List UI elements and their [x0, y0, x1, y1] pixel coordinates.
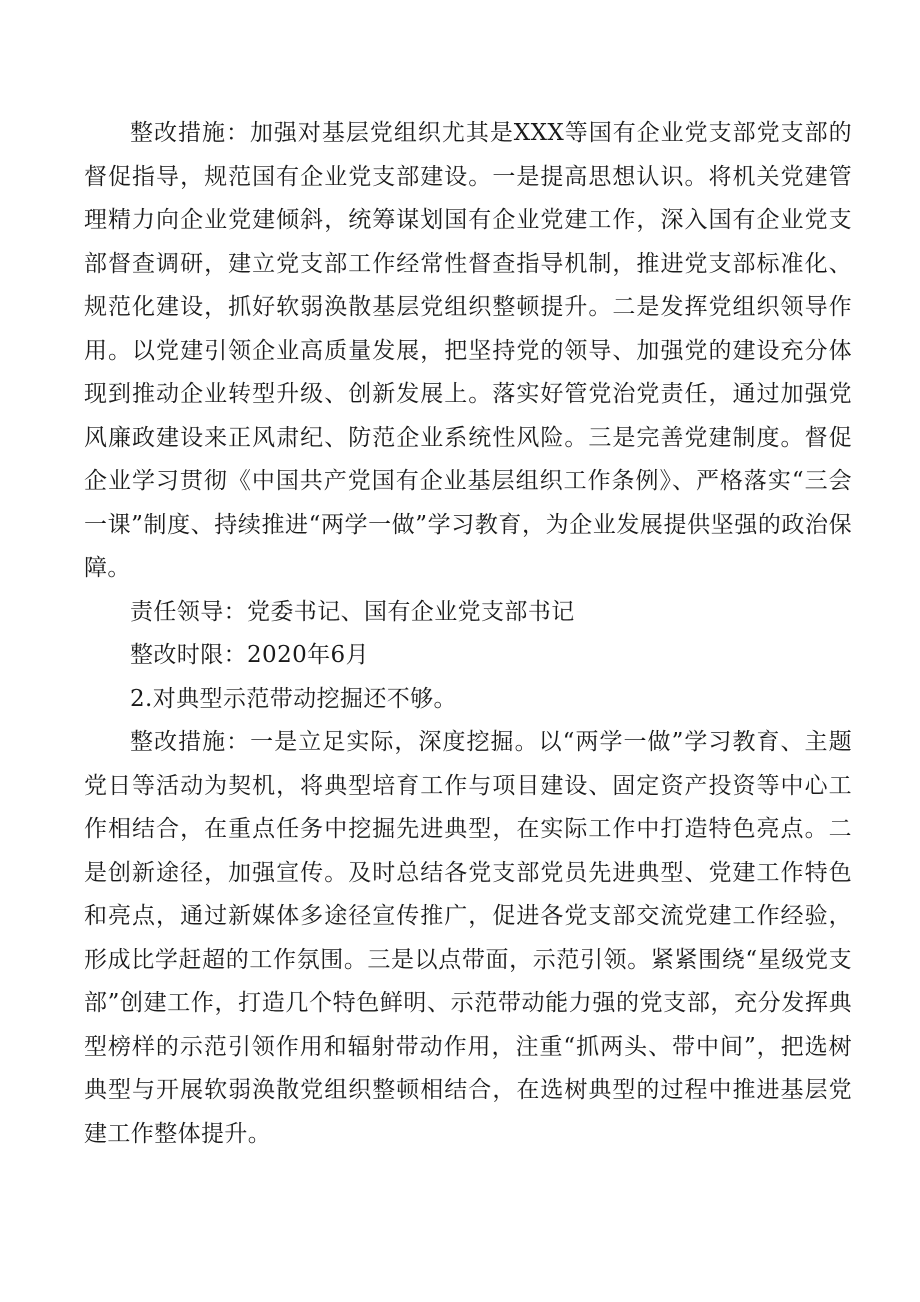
paragraph-rectification-measures-2: 整改措施：一是立足实际，深度挖掘。以“两学一做”学习教育、主题党日等活动为契机，将典型培育工作与项目建设、固定资产投资等中心工作相结合，在重点任务中挖掘先进典型，在实际工作中打造特色亮点。二是创新途径，加强宣传。及时总结各党支部党员先进典型、党建工作特色和亮点，通过新媒体多途径宣传推广，促进各党支部交流党建工作经验，形成比学赶超的工作氛围。三是以点带面，示范引领。紧紧围绕“星级党支部”创建工作，打造几个特色鲜明、示范带动能力强的党支部，充分发挥典型榜样的示范引领作用和辐射带动作用，注重“抓两头、带中间”，把选树典型与开展软弱涣散党组织整顿相结合，在选树典型的过程中推进基层党建工作整体提升。 — [84, 729, 852, 1147]
document-body — [84, 112, 852, 1156]
paragraph-issue-2: 2.对典型示范带动挖掘还不够。 — [130, 685, 457, 712]
paragraph-deadline: 整改时限：2020年6月 — [130, 642, 369, 668]
paragraph-rectification-measures-1: 整改措施：加强对基层党组织尤其是XXX等国有企业党支部党支部的督促指导，规范国有企业党支部建设。一是提高思想认识。将机关党建管理精力向企业党建倾斜，统筹谋划国有企业党建工作，深入国有企业党支部督查调研，建立党支部工作经常性督查指导机制，推进党支部标准化、规范化建设，抓好软弱涣散基层党组织整顿提升。二是发挥党组织领导作用。以党建引领企业高质量发展，把坚持党的领导、加强党的建设充分体现到推动企业转型升级、创新发展上。落实好管党治党责任，通过加强党风廉政建设来正风肃纪、防范企业系统性风险。三是完善党建制度。督促企业学习贯彻《中国共产党国有企业基层组织工作条例》、严格落实“三会一课”制度、持续推进“两学一做”学习教育，为企业发展提供坚强的政治保障。 — [84, 120, 852, 581]
paragraph-responsible-leader: 责任领导：党委书记、国有企业党支部书记 — [130, 598, 575, 625]
